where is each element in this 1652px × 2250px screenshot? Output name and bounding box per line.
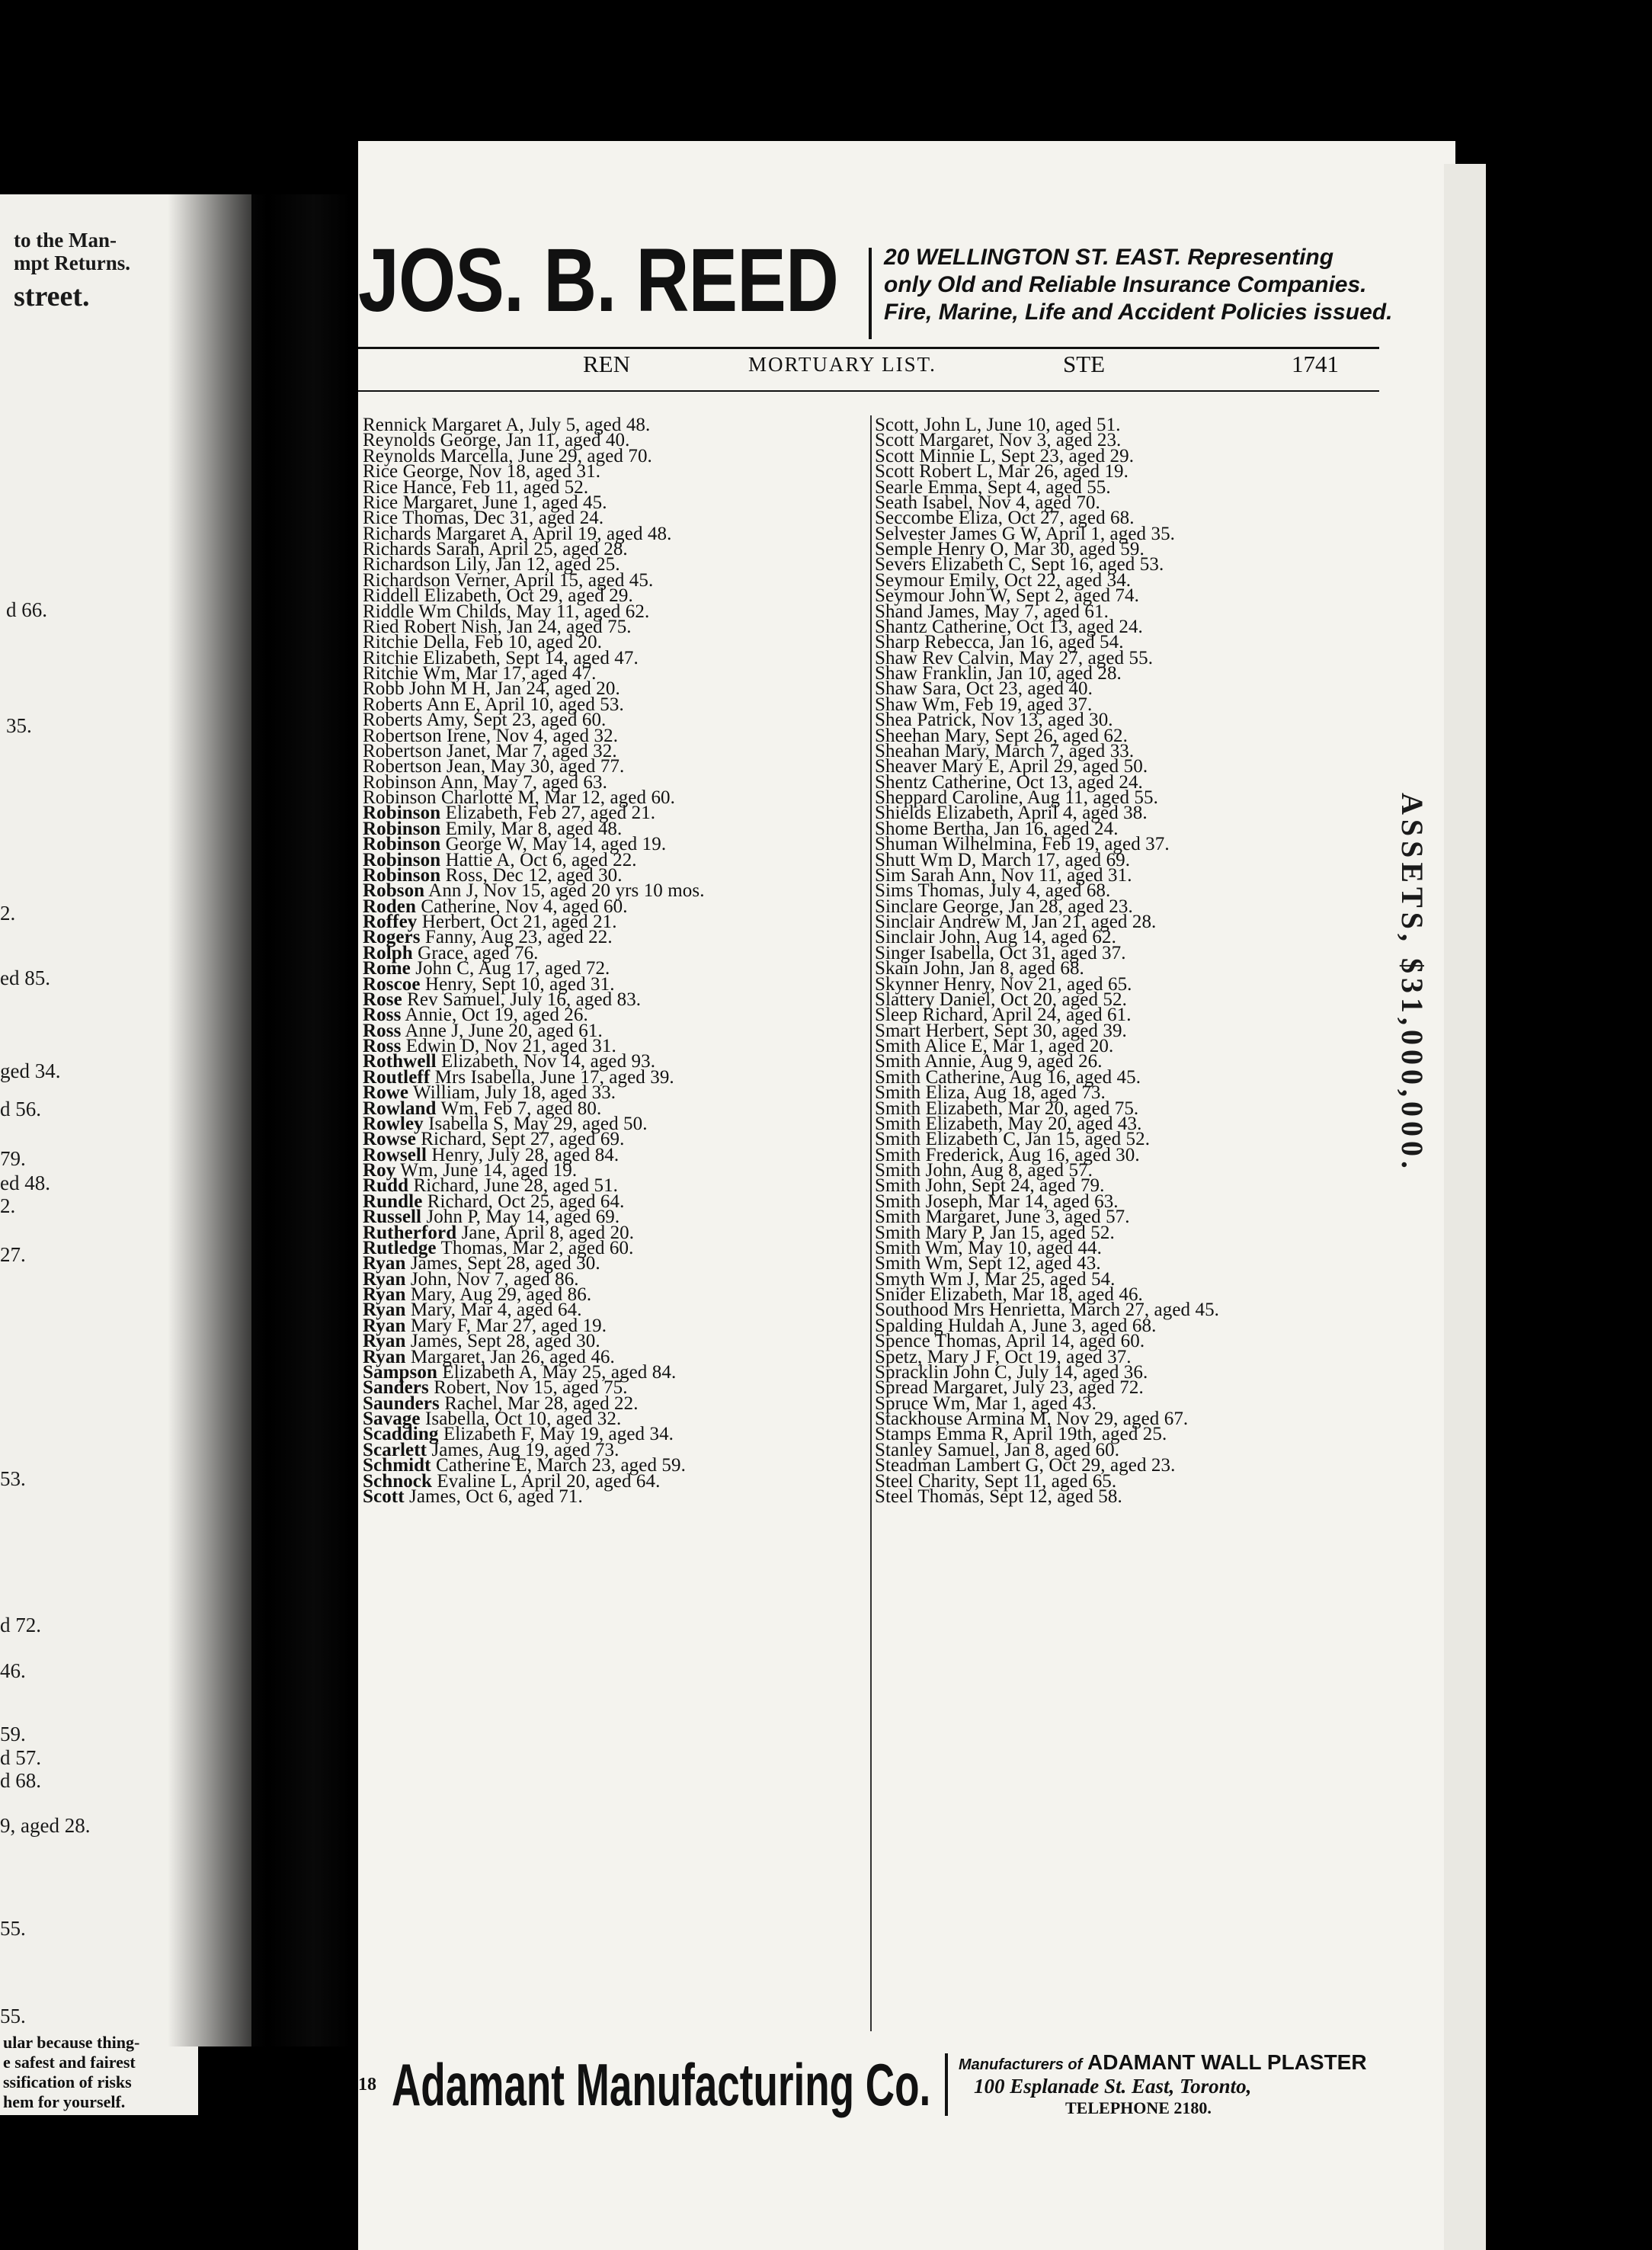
guide-word-right: STE [1063, 351, 1106, 377]
mortuary-entry: Ryan John, Nov 7, aged 86. [363, 1268, 579, 1290]
mortuary-entry: Sinclare George, Jan 28, aged 23. [875, 896, 1133, 917]
mortuary-entry: Rome John C, Aug 17, aged 72. [363, 958, 610, 979]
mortuary-entry: Smith Wm, May 10, aged 44. [875, 1237, 1102, 1258]
facing-text: d 72. [0, 1614, 41, 1636]
mortuary-entry: Southood Mrs Henrietta, March 27, aged 45. [875, 1300, 1220, 1321]
mortuary-entry: Ryan James, Sept 28, aged 30. [363, 1253, 600, 1274]
mortuary-entry: Shaw Rev Calvin, May 27, aged 55. [875, 647, 1154, 668]
facing-text: d 68. [0, 1769, 41, 1792]
facing-text: ssification of risks [3, 2072, 132, 2091]
mortuary-entry: Robinson Hattie A, Oct 6, aged 22. [363, 849, 637, 870]
mortuary-entry: Routleff Mrs Isabella, June 17, aged 39. [363, 1066, 674, 1088]
advertiser-tagline: only Old and Reliable Insurance Companies. [884, 272, 1367, 297]
mortuary-entry: Rothwell Elizabeth, Nov 14, aged 93. [363, 1051, 656, 1072]
mortuary-entry: Rutledge Thomas, Mar 2, aged 60. [363, 1237, 634, 1258]
advertiser-address: 20 WELLINGTON ST. EAST. [884, 245, 1182, 270]
mortuary-entry: Rolph Grace, aged 76. [363, 942, 539, 963]
mortuary-entry: Sheehan Mary, Sept 26, aged 62. [875, 725, 1128, 746]
mortuary-entry: Ross Annie, Oct 19, aged 26. [363, 1005, 588, 1026]
facing-text: to the Man- [14, 229, 117, 252]
footer-divider [945, 2053, 948, 2116]
mortuary-entry: Saunders Rachel, Mar 28, aged 22. [363, 1393, 639, 1414]
mortuary-entry: Smith Wm, Sept 12, aged 43. [875, 1253, 1101, 1274]
mortuary-entry: Richardson Verner, April 15, aged 45. [363, 569, 654, 591]
mortuary-entry: Skynner Henry, Nov 21, aged 65. [875, 973, 1132, 995]
mortuary-entry: Semple Henry O, Mar 30, aged 59. [875, 539, 1145, 559]
mortuary-entry: Sim Sarah Ann, Nov 11, aged 31. [875, 864, 1132, 886]
mortuary-entry: Ritchie Elizabeth, Sept 14, aged 47. [363, 647, 639, 668]
footer-telephone: TELEPHONE 2180. [1065, 2098, 1212, 2117]
mortuary-entry: Ryan James, Sept 28, aged 30. [363, 1331, 600, 1352]
page-edge [1444, 164, 1486, 2250]
mortuary-entry: Shaw Wm, Feb 19, aged 37. [875, 694, 1093, 715]
mortuary-entry: Steadman Lambert G, Oct 29, aged 23. [875, 1455, 1176, 1476]
mortuary-entry: Sheppard Caroline, Aug 11, aged 55. [875, 787, 1158, 808]
mortuary-entry: Robinson Charlotte M, Mar 12, aged 60. [363, 787, 676, 808]
section-title: MORTUARY LIST. [748, 353, 936, 376]
mortuary-entry: Spread Margaret, July 23, aged 72. [875, 1377, 1144, 1399]
mortuary-entry: Robinson Elizabeth, Feb 27, aged 21. [363, 803, 656, 824]
mortuary-entry: Scott Robert L, Mar 26, aged 19. [875, 461, 1129, 482]
mortuary-entry: Richardson Lily, Jan 12, aged 25. [363, 554, 620, 575]
facing-text: mpt Returns. [14, 252, 130, 274]
mortuary-entry: Rice Margaret, June 1, aged 45. [363, 492, 607, 513]
mortuary-entry: Robertson Janet, Mar 7, aged 32. [363, 740, 617, 761]
mortuary-entry: Ryan Margaret, Jan 26, aged 46. [363, 1346, 615, 1367]
mortuary-entry: Shaw Sara, Oct 23, aged 40. [875, 678, 1093, 700]
running-head [358, 351, 1379, 389]
mortuary-entry: Reynolds George, Jan 11, aged 40. [363, 430, 630, 451]
mortuary-entry: Rennick Margaret A, July 5, aged 48. [363, 415, 651, 435]
mortuary-entry: Rice Hance, Feb 11, aged 52. [363, 476, 589, 498]
mortuary-entry: Spruce Wm, Mar 1, aged 43. [875, 1393, 1097, 1414]
mortuary-entry: Riddle Wm Childs, May 11, aged 62. [363, 601, 650, 622]
advertisement-footer [358, 2050, 1410, 2127]
facing-text: 46. [0, 1659, 26, 1682]
mortuary-entry: Shutt Wm D, March 17, aged 69. [875, 849, 1131, 870]
mortuary-entry: Roden Catherine, Nov 4, aged 60. [363, 896, 628, 917]
mortuary-entry: Rowland Wm, Feb 7, aged 80. [363, 1098, 602, 1119]
advertiser-name: JOS. B. REED [358, 230, 839, 331]
mortuary-entry: Shantz Catherine, Oct 13, aged 24. [875, 616, 1143, 637]
mortuary-entry: Robertson Jean, May 30, aged 77. [363, 756, 625, 777]
mortuary-entry: Schmidt Catherine E, March 23, aged 59. [363, 1455, 686, 1476]
facing-text: street. [14, 280, 90, 312]
mortuary-entry: Rose Rev Samuel, July 16, aged 83. [363, 989, 642, 1010]
mortuary-entry: Scott James, Oct 6, aged 71. [363, 1486, 583, 1507]
mortuary-entry: Scadding Elizabeth F, May 19, aged 34. [363, 1424, 674, 1445]
advertiser-tagline: Representing [1187, 245, 1334, 270]
footer-marker: 18 [358, 2075, 376, 2095]
mortuary-entry: Ross Anne J, June 20, aged 61. [363, 1020, 603, 1041]
facing-text: 53. [0, 1467, 26, 1490]
facing-text: ged 34. [0, 1059, 61, 1082]
mortuary-entry: Richards Margaret A, April 19, aged 48. [363, 523, 672, 544]
mortuary-entry: Severs Elizabeth C, Sept 16, aged 53. [875, 554, 1164, 575]
facing-text: 2. [0, 1194, 16, 1217]
mortuary-entry: Rice George, Nov 18, aged 31. [363, 461, 601, 482]
mortuary-entry: Seymour John W, Sept 2, aged 74. [875, 585, 1139, 607]
mortuary-entry: Sims Thomas, July 4, aged 68. [875, 880, 1111, 902]
book-gutter-shadow [168, 194, 351, 2046]
running-head-rule [358, 390, 1379, 392]
mortuary-entry: Spetz, Mary J F, Oct 19, aged 37. [875, 1346, 1132, 1367]
mortuary-entry: Reynolds Marcella, June 29, aged 70. [363, 445, 652, 466]
mortuary-entry: Rowe William, July 18, aged 33. [363, 1082, 616, 1104]
mortuary-entry: Robb John M H, Jan 24, aged 20. [363, 678, 620, 700]
mortuary-entry: Ross Edwin D, Nov 21, aged 31. [363, 1036, 616, 1056]
mortuary-entry: Smith Frederick, Aug 16, aged 30. [875, 1144, 1140, 1165]
mortuary-entry: Scott Margaret, Nov 3, aged 23. [875, 430, 1122, 451]
mortuary-entry: Smyth Wm J, Mar 25, aged 54. [875, 1268, 1116, 1290]
mortuary-entry: Sinclair John, Aug 14, aged 62. [875, 927, 1116, 948]
mortuary-entry: Ried Robert Nish, Jan 24, aged 75. [363, 616, 632, 637]
mortuary-entry: Roberts Ann E, April 10, aged 53. [363, 694, 624, 715]
facing-text: hem for yourself. [3, 2092, 126, 2111]
header-rule [358, 347, 1379, 349]
mortuary-list-column-right [875, 415, 1401, 1507]
mortuary-entry: Smith Annie, Aug 9, aged 26. [875, 1051, 1103, 1072]
mortuary-entry: Smith Elizabeth, May 20, aged 43. [875, 1113, 1142, 1134]
advertiser-details [884, 244, 1393, 326]
mortuary-entry: Roffey Herbert, Oct 21, aged 21. [363, 912, 617, 932]
mortuary-entry: Rowse Richard, Sept 27, aged 69. [363, 1129, 625, 1150]
mortuary-entry: Singer Isabella, Oct 31, aged 37. [875, 942, 1126, 963]
right-margin-advertisement [1394, 351, 1440, 1875]
mortuary-entry: Selvester James G W, April 1, aged 35. [875, 523, 1176, 544]
mortuary-entry: Smith Margaret, June 3, aged 57. [875, 1207, 1130, 1228]
footer-product: ADAMANT WALL PLASTER [1087, 2050, 1367, 2074]
footer-details [959, 2050, 1401, 2118]
header-divider [869, 248, 872, 339]
column-divider [870, 415, 872, 2031]
mortuary-entry: Sharp Rebecca, Jan 16, aged 54. [875, 632, 1124, 653]
mortuary-entry: Scarlett James, Aug 19, aged 73. [363, 1439, 620, 1460]
mortuary-entry: Roberts Amy, Sept 23, aged 60. [363, 710, 607, 731]
facing-text: 59. [0, 1723, 26, 1745]
mortuary-entry: Smith Elizabeth C, Jan 15, aged 52. [875, 1129, 1151, 1150]
mortuary-entry: Sinclair Andrew M, Jan 21, aged 28. [875, 912, 1157, 932]
facing-text: ed 48. [0, 1171, 50, 1194]
mortuary-entry: Riddell Elizabeth, Oct 29, aged 29. [363, 585, 633, 607]
mortuary-entry: Schnock Evaline L, April 20, aged 64. [363, 1470, 661, 1492]
mortuary-entry: Rice Thomas, Dec 31, aged 24. [363, 508, 604, 529]
facing-text: d 57. [0, 1746, 41, 1769]
mortuary-entry: Snider Elizabeth, Mar 18, aged 46. [875, 1284, 1143, 1305]
mortuary-entry: Scott Minnie L, Sept 23, aged 29. [875, 445, 1135, 466]
mortuary-entry: Robinson Emily, Mar 8, aged 48. [363, 818, 623, 839]
mortuary-entry: Spence Thomas, April 14, aged 60. [875, 1331, 1145, 1352]
facing-text: ed 85. [0, 966, 50, 989]
mortuary-entry: Steel Thomas, Sept 12, aged 58. [875, 1486, 1122, 1507]
mortuary-entry: Smart Herbert, Sept 30, aged 39. [875, 1020, 1127, 1041]
mortuary-entry: Smith Alice E, Mar 1, aged 20. [875, 1036, 1114, 1056]
mortuary-entry: Richards Sarah, April 25, aged 28. [363, 539, 628, 559]
mortuary-entry: Smith Joseph, Mar 14, aged 63. [875, 1191, 1119, 1212]
facing-text: 9, aged 28. [0, 1814, 91, 1837]
guide-word-left: REN [583, 351, 630, 377]
mortuary-entry: Roy Wm, June 14, aged 19. [363, 1160, 578, 1181]
mortuary-entry: Robinson George W, May 14, aged 19. [363, 834, 667, 855]
facing-text: 27. [0, 1243, 26, 1266]
mortuary-entry: Ryan Mary, Mar 4, aged 64. [363, 1300, 582, 1321]
mortuary-entry: Sheahan Mary, March 7, aged 33. [875, 740, 1135, 761]
mortuary-entry: Searle Emma, Sept 4, aged 55. [875, 476, 1111, 498]
mortuary-entry: Shea Patrick, Nov 13, aged 30. [875, 710, 1113, 731]
footer-address: 100 Esplanade St. East, Toronto, [974, 2075, 1252, 2098]
facing-text: d 56. [0, 1098, 41, 1120]
mortuary-entry: Shome Bertha, Jan 16, aged 24. [875, 818, 1119, 839]
mortuary-entry: Smith Elizabeth, Mar 20, aged 75. [875, 1098, 1139, 1119]
mortuary-entry: Sanders Robert, Nov 15, aged 75. [363, 1377, 628, 1399]
mortuary-entry: Stamps Emma R, April 19th, aged 25. [875, 1424, 1167, 1445]
mortuary-entry: Stanley Samuel, Jan 8, aged 60. [875, 1439, 1120, 1460]
facing-text: 55. [0, 2005, 26, 2027]
mortuary-entry: Smith Mary P, Jan 15, aged 52. [875, 1222, 1115, 1243]
mortuary-entry: Rowsell Henry, July 28, aged 84. [363, 1144, 620, 1165]
mortuary-entry: Steel Charity, Sept 11, aged 65. [875, 1470, 1117, 1492]
mortuary-entry: Spracklin John C, July 14, aged 36. [875, 1361, 1148, 1383]
mortuary-entry: Smith Catherine, Aug 16, aged 45. [875, 1066, 1141, 1088]
mortuary-list-column-left [363, 415, 866, 1507]
mortuary-entry: Robinson Ross, Dec 12, aged 30. [363, 864, 623, 886]
mortuary-entry: Slattery Daniel, Oct 20, aged 52. [875, 989, 1127, 1010]
facing-text: e safest and fairest [3, 2053, 136, 2072]
mortuary-entry: Seath Isabel, Nov 4, aged 70. [875, 492, 1100, 513]
page-number: 1741 [1292, 351, 1339, 377]
mortuary-entry: Rundle Richard, Oct 25, aged 64. [363, 1191, 625, 1212]
mortuary-entry: Ryan Mary, Aug 29, aged 86. [363, 1284, 592, 1305]
mortuary-entry: Rudd Richard, June 28, aged 51. [363, 1175, 619, 1197]
mortuary-entry: Sampson Elizabeth A, May 25, aged 84. [363, 1361, 677, 1383]
mortuary-entry: Sleep Richard, April 24, aged 61. [875, 1005, 1132, 1026]
mortuary-entry: Savage Isabella, Oct 10, aged 32. [363, 1409, 622, 1429]
mortuary-entry: Shentz Catherine, Oct 13, aged 24. [875, 771, 1143, 793]
mortuary-entry: Ryan Mary F, Mar 27, aged 19. [363, 1315, 607, 1336]
mortuary-entry: Shuman Wilhelmina, Feb 19, aged 37. [875, 834, 1170, 855]
mortuary-entry: Robinson Ann, May 7, aged 63. [363, 771, 607, 793]
mortuary-entry: Roscoe Henry, Sept 10, aged 31. [363, 973, 615, 995]
mortuary-entry: Seccombe Eliza, Oct 27, aged 68. [875, 508, 1135, 529]
mortuary-entry: Ritchie Wm, Mar 17, aged 47. [363, 663, 597, 684]
facing-text: 2. [0, 902, 16, 925]
mortuary-entry: Scott, John L, June 10, aged 51. [875, 415, 1121, 435]
footer-makers-prefix: Manufacturers of [959, 2056, 1083, 2073]
mortuary-entry: Shand James, May 7, aged 61. [875, 601, 1109, 622]
facing-text: ular because thing- [3, 2033, 140, 2052]
mortuary-entry: Ritchie Della, Feb 10, aged 20. [363, 632, 603, 653]
advertisement-header [358, 230, 1393, 351]
margin-assets-text: ASSETS, $31,000,000. [1395, 793, 1429, 1173]
facing-text: 55. [0, 1917, 26, 1940]
mortuary-entry: Stackhouse Armina M, Nov 29, aged 67. [875, 1409, 1189, 1429]
mortuary-entry: Sheaver Mary E, April 29, aged 50. [875, 756, 1148, 777]
mortuary-entry: Robertson Irene, Nov 4, aged 32. [363, 725, 619, 746]
mortuary-entry: Rogers Fanny, Aug 23, aged 22. [363, 927, 613, 948]
footer-company-name: Adamant Manufacturing Co. [392, 2051, 931, 2118]
advertiser-tagline: Fire, Marine, Life and Accident Policies issued. [884, 300, 1393, 325]
mortuary-entry: Shaw Franklin, Jan 10, aged 28. [875, 663, 1122, 684]
mortuary-entry: Smith John, Aug 8, aged 57. [875, 1160, 1093, 1181]
mortuary-entry: Smith Eliza, Aug 18, aged 73. [875, 1082, 1106, 1104]
mortuary-entry: Rowley Isabella S, May 29, aged 50. [363, 1113, 648, 1134]
mortuary-entry: Spalding Huldah A, June 3, aged 68. [875, 1315, 1157, 1336]
facing-text: 35. [6, 714, 32, 737]
facing-text: 79. [0, 1147, 26, 1170]
mortuary-entry: Russell John P, May 14, aged 69. [363, 1207, 620, 1228]
mortuary-entry: Smith John, Sept 24, aged 79. [875, 1175, 1105, 1197]
facing-text: d 66. [6, 598, 47, 621]
mortuary-entry: Robson Ann J, Nov 15, aged 20 yrs 10 mos. [363, 880, 705, 902]
mortuary-entry: Rutherford Jane, April 8, aged 20. [363, 1222, 635, 1243]
mortuary-entry: Shields Elizabeth, April 4, aged 38. [875, 803, 1148, 824]
mortuary-entry: Skain John, Jan 8, aged 68. [875, 958, 1084, 979]
mortuary-entry: Seymour Emily, Oct 22, aged 34. [875, 569, 1132, 591]
